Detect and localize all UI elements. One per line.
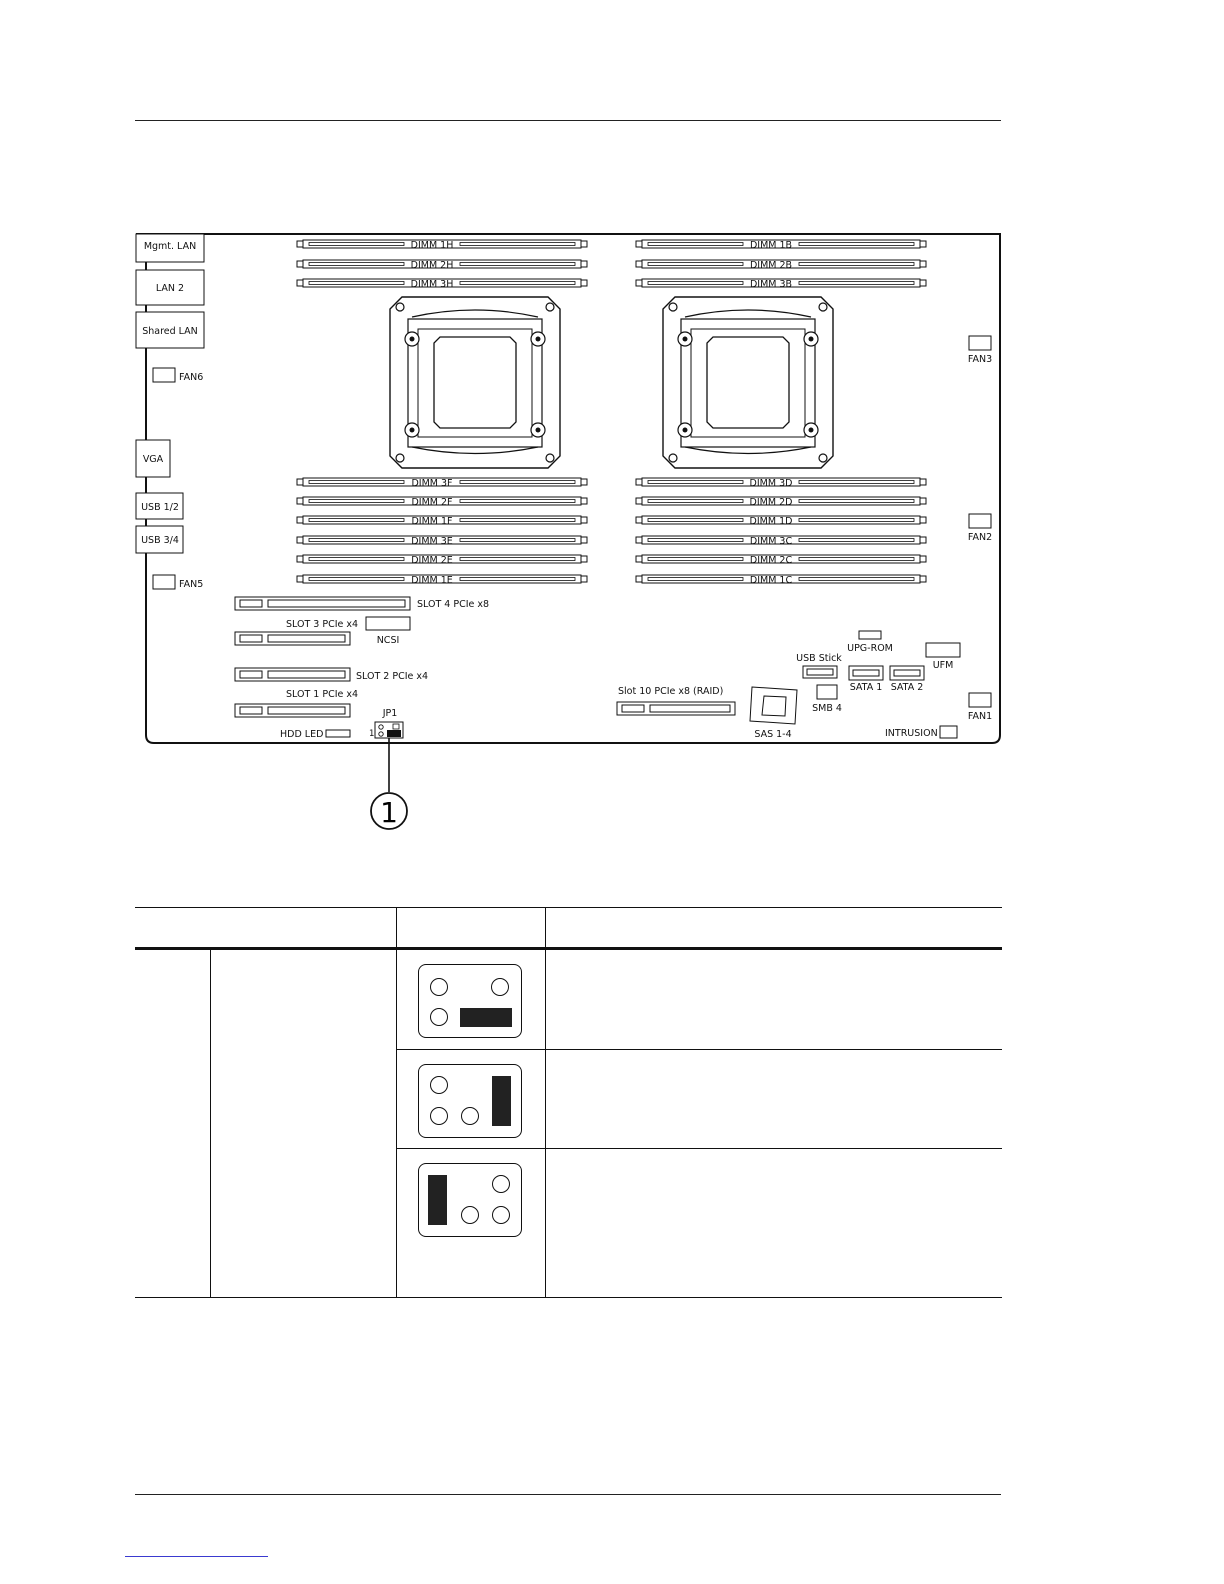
- pcie-slot-2: [235, 668, 428, 682]
- dimm-label: DIMM 1H: [410, 240, 454, 251]
- pcie-slot-3: [235, 619, 358, 645]
- rear-port-mgmt-lan: [136, 234, 204, 262]
- upg-rom-header: [847, 631, 893, 654]
- dimm-label: DIMM 2D: [749, 497, 793, 508]
- sata1-port: [849, 666, 883, 693]
- dimm-slot-right-bottom: [636, 497, 926, 508]
- cpu-socket-right: [663, 297, 833, 468]
- sas-connector: [750, 687, 797, 740]
- body-col-divider: [210, 950, 211, 1298]
- port-label: LAN 2: [155, 283, 185, 294]
- port-label: USB 1/2: [141, 502, 179, 513]
- slot-label: Slot 10 PCIe x8 (RAID): [618, 686, 724, 697]
- dimm-slot-left-bottom: [297, 555, 587, 566]
- cpu-socket-left: [390, 297, 560, 468]
- slot-label: SLOT 2 PCIe x4: [356, 671, 429, 682]
- intrusion-header: [885, 726, 957, 739]
- dimm-slot-right-top: [636, 240, 926, 251]
- row-divider-1: [396, 1049, 1002, 1050]
- connector-label: UFM: [932, 660, 954, 671]
- connector-label: HDD LED: [280, 729, 324, 740]
- dimm-slot-left-bottom: [297, 575, 587, 586]
- dimm-slot-left-top: [297, 260, 587, 271]
- dimm-slot-right-bottom: [636, 555, 926, 566]
- rear-port-shared-lan: [136, 312, 204, 348]
- connector-label: SATA 2: [890, 682, 924, 693]
- header-col-divider-2: [545, 907, 546, 1298]
- dimm-label: DIMM 3H: [410, 279, 454, 290]
- connector-label: SAS 1-4: [754, 729, 792, 740]
- dimm-slot-left-bottom: [297, 516, 587, 527]
- jumper-settings-table: [135, 907, 1002, 1298]
- connector-label: SMB 4: [812, 703, 842, 714]
- callout-number: 1: [380, 796, 398, 829]
- fan5-header: [153, 575, 203, 590]
- rear-port-vga: [136, 440, 170, 477]
- dimm-label: DIMM 1B: [749, 240, 793, 251]
- rear-port-lan2: [136, 270, 204, 305]
- pin-one-label: 1: [369, 729, 375, 739]
- dimm-label: DIMM 2B: [749, 260, 793, 271]
- port-label: USB 3/4: [141, 535, 179, 546]
- dimm-slot-left-top: [297, 240, 587, 251]
- dimm-slot-right-top: [636, 260, 926, 271]
- dimm-label: DIMM 1F: [411, 516, 453, 527]
- dimm-slot-left-bottom: [297, 478, 587, 489]
- dimm-label: DIMM 1E: [411, 575, 453, 586]
- dimm-label: DIMM 2E: [411, 555, 453, 566]
- slot-label: SLOT 1 PCIe x4: [286, 689, 359, 700]
- dimm-slot-right-bottom: [636, 575, 926, 586]
- pcie-slot-1: [235, 689, 358, 717]
- row-divider-2: [396, 1148, 1002, 1149]
- fan1-header: [968, 693, 992, 722]
- fan3-header: [968, 336, 992, 365]
- jp1-jumper: [369, 708, 403, 739]
- fan-label: FAN1: [967, 711, 993, 722]
- dimm-label: DIMM 3F: [411, 478, 453, 489]
- pcie-slot-4: [235, 597, 489, 610]
- slot-label: SLOT 3 PCIe x4: [286, 619, 359, 630]
- jumper-setting-2-icon: [418, 1064, 522, 1138]
- sata2-port: [890, 666, 924, 693]
- dimm-label: DIMM 1D: [749, 516, 793, 527]
- ufm-header: [926, 643, 960, 671]
- connector-label: INTRUSION: [885, 728, 938, 739]
- slot-label: SLOT 4 PCIe x8: [417, 599, 490, 610]
- connector-label: UPG-ROM: [847, 643, 893, 654]
- port-label: VGA: [142, 454, 164, 465]
- dimm-slot-right-bottom: [636, 478, 926, 489]
- port-label: Mgmt. LAN: [143, 241, 197, 252]
- connector-label: JP1: [382, 708, 398, 719]
- pcie-slot-10: [617, 686, 735, 715]
- dimm-label: DIMM 2H: [410, 260, 454, 271]
- dimm-slot-right-bottom: [636, 516, 926, 527]
- header-col-divider-1: [396, 907, 397, 1298]
- connector-label: NCSI: [376, 635, 400, 646]
- dimm-label: DIMM 2F: [411, 497, 453, 508]
- dimm-slot-left-bottom: [297, 536, 587, 547]
- connector-label: USB Stick: [796, 653, 842, 664]
- dimm-label: DIMM 3C: [749, 536, 793, 547]
- fan-label: FAN5: [179, 579, 204, 590]
- dimm-slot-right-bottom: [636, 536, 926, 547]
- hdd-led-header: [280, 729, 350, 740]
- rear-port-usb12: [136, 493, 183, 519]
- connector-label: SATA 1: [849, 682, 883, 693]
- jumper-setting-1-icon: [418, 964, 522, 1038]
- fan6-header: [153, 368, 203, 383]
- fan-label: FAN3: [967, 354, 993, 365]
- jumper-setting-3-icon: [418, 1163, 522, 1237]
- usb-stick-port: [796, 653, 842, 678]
- footer-link-underline[interactable]: [125, 1556, 268, 1557]
- dimm-label: DIMM 3D: [749, 478, 793, 489]
- table-header-row: [135, 907, 1002, 950]
- dimm-slot-left-top: [297, 279, 587, 290]
- dimm-label: DIMM 1C: [749, 575, 793, 586]
- ncsi-header: [366, 617, 410, 646]
- table-bottom-rule: [135, 1297, 1002, 1298]
- rear-port-usb34: [136, 526, 183, 553]
- fan2-header: [968, 514, 992, 543]
- dimm-label: DIMM 2C: [749, 555, 793, 566]
- smb4-header: [812, 685, 842, 714]
- port-label: Shared LAN: [142, 326, 198, 337]
- footer-rule: [135, 1494, 1001, 1495]
- dimm-label: DIMM 3E: [411, 536, 453, 547]
- fan-label: FAN2: [967, 532, 993, 543]
- dimm-slot-right-top: [636, 279, 926, 290]
- fan-label: FAN6: [179, 372, 204, 383]
- cpu-sockets: [390, 297, 833, 468]
- dimm-label: DIMM 3B: [749, 279, 793, 290]
- dimm-slot-left-bottom: [297, 497, 587, 508]
